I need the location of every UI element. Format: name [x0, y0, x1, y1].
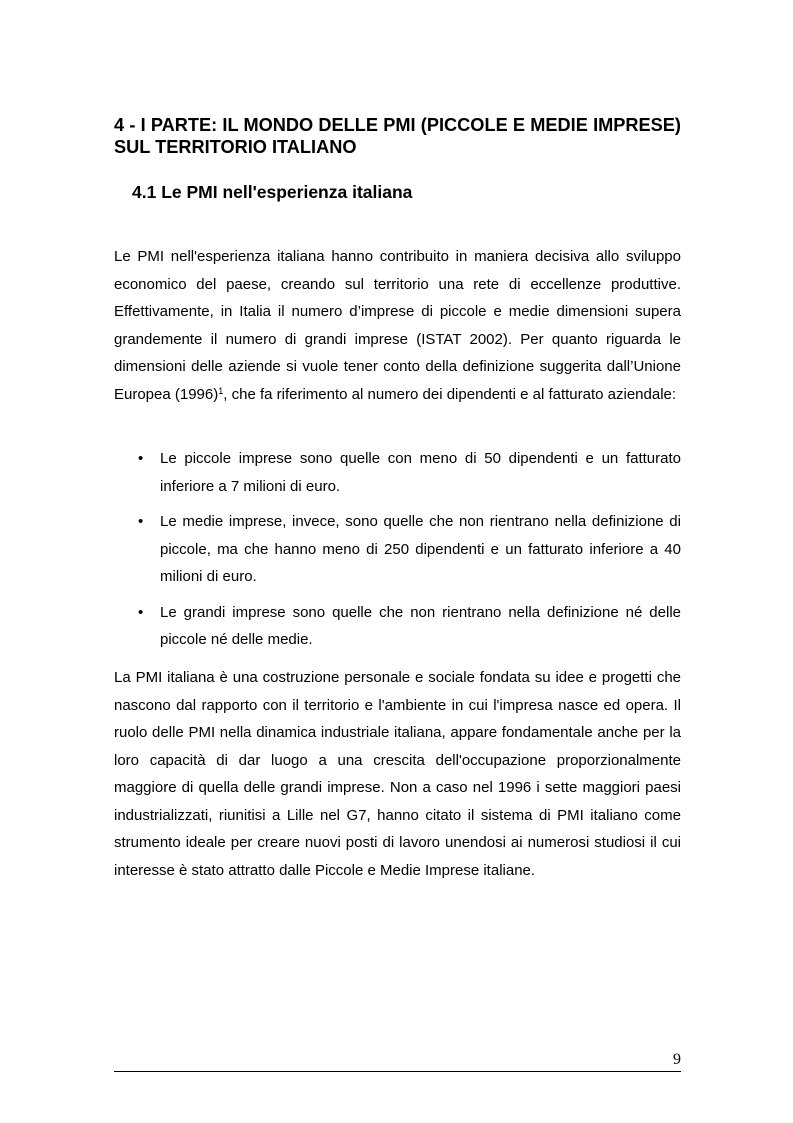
list-item-text: Le piccole imprese sono quelle con meno di 50 dipendenti e un fatturato inferiore a 7 milioni di euro. [160, 450, 681, 495]
document-page [114, 0, 681, 1123]
page-number: 9 [673, 1051, 681, 1068]
footer-divider [114, 1071, 681, 1072]
list-item [114, 445, 681, 500]
bullet-icon: • [138, 513, 144, 530]
paragraph-intro-text-continued: , che fa riferimento al numero dei dipendenti e al fatturato aziendale: [223, 385, 677, 403]
bullet-icon: • [138, 450, 144, 467]
bullet-list [114, 445, 681, 662]
chapter-title: 4 - I PARTE: IL MONDO DELLE PMI (PICCOLE E MEDIE IMPRESE) SUL TERRITORIO ITALIANO [114, 115, 681, 157]
list-item-text: Le grandi imprese sono quelle che non rientrano nella definizione né delle piccole né delle medie. [160, 603, 681, 648]
bullet-icon: • [138, 603, 144, 621]
list-item [114, 508, 681, 591]
paragraph-pmi-role: La PMI italiana è una costruzione personale e sociale fondata su idee e progetti che nascono dal rapporto con il territorio e l'ambiente in cui l'impresa nasce ed opera. Il ruolo delle PMI nella dinamica industriale italiana, appare fondamentale anche per la loro capacità di dar luogo a una crescita dell'occupazione proporzionalmente maggiore di quella delle grandi imprese. Non a caso nel 1996 i sette maggiori paesi industrializzati, riunitisi a Lille nel G7, hanno citato il sistema di PMI italiano come strumento ideale per creare nuovi posti di lavoro unendosi ai numerosi studiosi il cui interesse è stato attratto dalle Piccole e Medie Imprese italiane. [114, 669, 681, 879]
footnote-reference[interactable]: 1 [218, 385, 224, 396]
section-title: 4.1 Le PMI nell'esperienza italiana [132, 182, 413, 202]
list-item-text: Le medie imprese, invece, sono quelle che non rientrano nella definizione di piccole, ma che hanno meno di 250 dipendenti e un fatturato inferiore a 40 milioni di euro. [160, 513, 681, 585]
paragraph-intro-text: Le PMI nell'esperienza italiana hanno contribuito in maniera decisiva allo sviluppo economico del paese, creando sul territorio una rete di eccellenze produttive. Effettivamente, in Italia il numero d’imprese di piccole e medie dimensioni supera grandemente il numero di grandi imprese (ISTAT 2002). Per quanto riguarda le dimensioni delle aziende si vuole tener conto della definizione suggerita dall’Unione Europea (1996) [114, 248, 681, 403]
list-item [114, 599, 681, 654]
paragraph-intro [114, 243, 681, 408]
